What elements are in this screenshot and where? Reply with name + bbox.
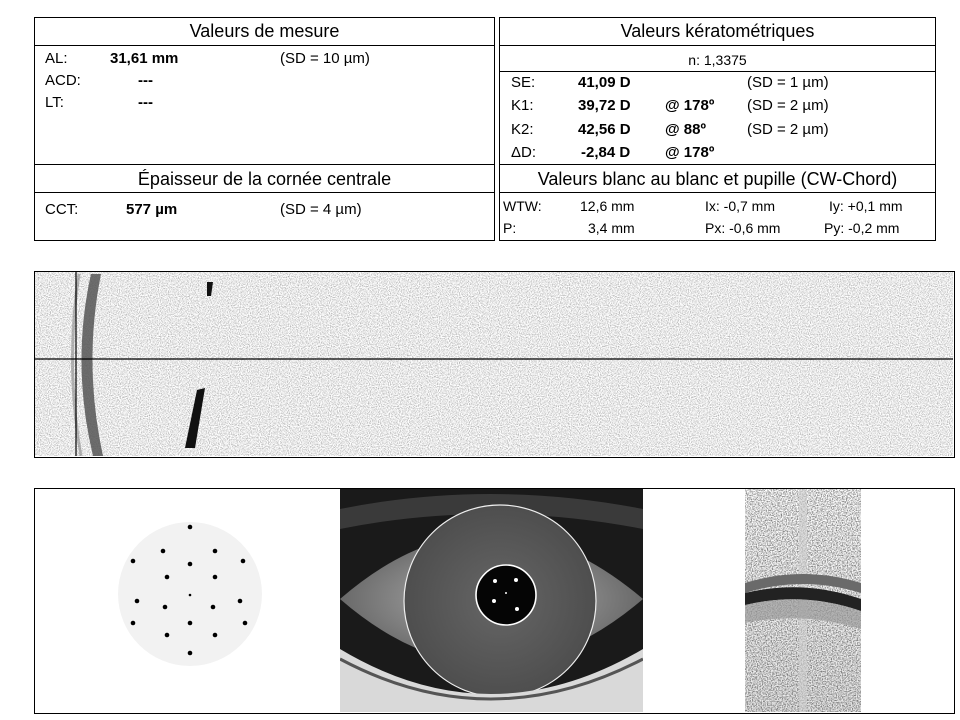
oct-scan-image [35, 272, 953, 456]
keratometry-panel [499, 17, 936, 241]
k1-label: K1: [511, 97, 534, 114]
p-value: 3,4 mm [588, 220, 635, 236]
acd-value: --- [138, 72, 153, 89]
keratometry-reflex-image [95, 509, 295, 689]
acd-label: ACD: [45, 72, 81, 89]
k1-axis: @ 178º [665, 97, 715, 114]
eye-photo [340, 489, 643, 712]
divider [500, 71, 935, 72]
measurement-values-title: Valeurs de mesure [35, 18, 494, 46]
al-sd: (SD = 10 µm) [280, 50, 370, 67]
cornea-oct-image [745, 489, 861, 712]
k1-value: 39,72 D [578, 97, 631, 114]
wtw-label: WTW: [503, 198, 542, 214]
divider [35, 164, 494, 165]
k2-axis: @ 88º [665, 121, 706, 138]
cct-sd: (SD = 4 µm) [280, 201, 362, 218]
al-label: AL: [45, 50, 68, 67]
pupil [476, 565, 536, 625]
lt-value: --- [138, 94, 153, 111]
keratometry-title: Valeurs kératométriques [500, 18, 935, 46]
cornea-thickness-title: Épaisseur de la cornée centrale [35, 166, 494, 193]
white-to-white-title: Valeurs blanc au blanc et pupille (CW-Chord) [500, 166, 935, 193]
ix-value: Ix: -0,7 mm [705, 198, 776, 214]
px-value: Px: -0,6 mm [705, 220, 781, 236]
delta-d-axis: @ 178º [665, 144, 715, 161]
wtw-value: 12,6 mm [580, 198, 635, 214]
delta-d-label: ΔD: [511, 144, 537, 161]
images-panel [34, 488, 955, 714]
cct-value: 577 µm [126, 201, 178, 218]
k2-sd: (SD = 2 µm) [747, 121, 829, 138]
py-value: Py: -0,2 mm [824, 220, 900, 236]
al-value: 31,61 mm [110, 50, 179, 67]
iy-value: Iy: +0,1 mm [829, 198, 903, 214]
lt-label: LT: [45, 94, 64, 111]
refractive-index: n: 1,3375 [688, 52, 747, 68]
k2-value: 42,56 D [578, 121, 631, 138]
k2-label: K2: [511, 121, 534, 138]
k1-sd: (SD = 2 µm) [747, 97, 829, 114]
se-value: 41,09 D [578, 74, 631, 91]
delta-d-value: -2,84 D [581, 144, 631, 161]
se-sd: (SD = 1 µm) [747, 74, 829, 91]
cct-label: CCT: [45, 201, 79, 218]
p-label: P: [503, 220, 517, 236]
se-label: SE: [511, 74, 536, 91]
oct-scan-panel [34, 271, 955, 458]
measurement-values-panel [34, 17, 495, 241]
divider [500, 164, 935, 165]
